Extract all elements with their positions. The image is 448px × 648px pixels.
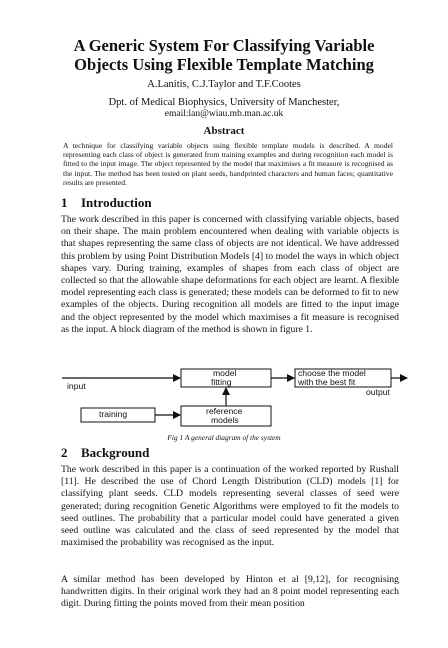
background-paragraph-1: The work described in this paper is a continuation of the worked reported by Rushall [11]. He described the use of Chord Length Distribution (CLD) models [1] for classifying plant seeds. CLD models representing several classes of seed were generated; during recognition Genetic Algorithms were employed to fit the models to seed outlines. The probability that a particular model could have generated a given seed outline was calculated and the class of seed represented by the model that maximised the probability was recognised as the input. [61,464,399,549]
title-line-2: Objects Using Flexible Template Matching [74,55,374,74]
section-heading-introduction [61,195,152,211]
system-block-diagram [61,362,409,428]
section-title: Background [81,445,150,460]
models-label: models [211,415,239,425]
authors: A.Lanitis, C.J.Taylor and T.F.Cootes [147,79,301,90]
training-label: training [99,409,128,419]
input-label: input [67,381,86,391]
introduction-paragraph: The work described in this paper is concerned with classifying variable objects, based on their shape. The main problem encountered when dealing with variable objects is that shapes representing the same class of objects are not identical. We have addressed this problem by using Point Distribution Models [4] to model the ways in which object shapes vary. During training, examples of shapes from each class of object are collected so that the allowable shape deformations for each object are learnt. A flexible model representing each class is generated; these models can be deformed to fit to new examples of the objects. During recognition all models are fitted to the input image and the object represented by the model which maximises a fit measure is recognised as the input. A block diagram of the method is shown in figure 1. [61,214,399,335]
abstract-heading: Abstract [203,125,245,137]
section-title: Introduction [81,195,152,210]
fitting-label: fitting [211,377,232,387]
email-address: email:lan@wiau.mb.man.ac.uk [164,109,284,119]
section-heading-background [61,445,149,461]
section-number: 1 [61,195,68,210]
figure-caption: Fig 1 A general diagram of the system [167,433,281,442]
reference-label: reference [206,406,243,416]
choose-label-line-1: choose the model [298,368,366,378]
title-line-1: A Generic System For Classifying Variable [73,36,375,55]
paper-title [40,36,408,74]
choose-label-line-2: with the best fit [298,377,356,387]
affiliation: Dpt. of Medical Biophysics, University of Manchester, [108,97,340,108]
section-number: 2 [61,445,68,460]
background-paragraph-2: A similar method has been developed by Hinton et al [9,12], for recognising handwritten digits. In their original work they had an 8 point model representing each digit. During fitting the points moved from their mean position [61,574,399,610]
output-label: output [366,387,390,397]
abstract-text: A technique for classifying variable objects using flexible template models is described. A model representing each class of object is generated from training examples and during recognition each model is fitted to the input image. The object represented by the model that maximises a fit measure is recognised as the input. The method has been tested on plant seeds, handprinted characters and human faces; quantitative results are presented. [63,141,393,187]
model-label: model [213,368,237,378]
